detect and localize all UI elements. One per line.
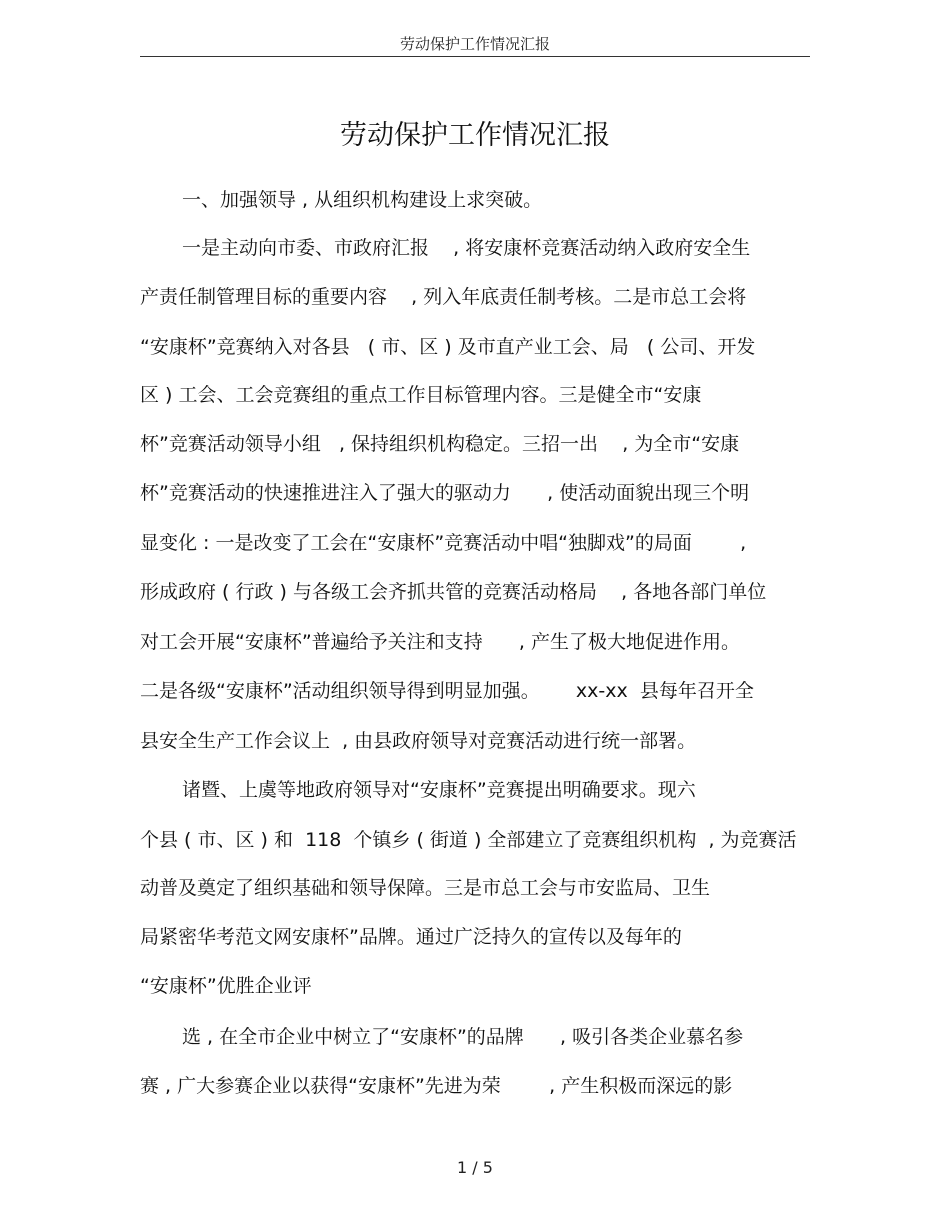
body-line: 杯”竞赛活动领导小组 , 保持组织机构稳定。三招一出 , 为全市“安康 bbox=[140, 433, 740, 455]
body-line: “安康杯”优胜企业评 bbox=[140, 975, 312, 997]
body-line: 县安全生产工作会议上 , 由县政府领导对竞赛活动进行统一部署。 bbox=[140, 730, 697, 752]
body-line: 一、加强领导 , 从组织机构建设上求突破。 bbox=[182, 189, 543, 211]
body-line: 诸暨、上虞等地政府领导对“安康杯”竞赛提出明确要求。现六 bbox=[182, 779, 696, 801]
body-line: 赛 , 广大参赛企业以获得“安康杯”先进为荣 , 产生积极而深远的影 bbox=[140, 1075, 733, 1097]
header-divider bbox=[140, 56, 810, 57]
page-number: 1 / 5 bbox=[457, 1158, 493, 1177]
document-title: 劳动保护工作情况汇报 bbox=[340, 120, 610, 151]
body-line: 个县 ( 市、区 ) 和 118 个镇乡 ( 街道 ) 全部建立了竞赛组织机构 , 为竞赛活 bbox=[140, 829, 797, 851]
body-line: 区 ) 工会、工会竞赛组的重点工作目标管理内容。三是健全市“安康 bbox=[140, 384, 702, 406]
body-line: 产责任制管理目标的重要内容 , 列入年底责任制考核。二是市总工会将 bbox=[140, 286, 747, 308]
body-line: 选 , 在全市企业中树立了“安康杯”的品牌 , 吸引各类企业慕名参 bbox=[182, 1026, 744, 1048]
body-line: 动普及奠定了组织基础和领导保障。三是市总工会与市安监局、卫生 bbox=[140, 877, 711, 899]
body-line: 局紧密华考范文网安康杯”品牌。通过广泛持久的宣传以及每年的 bbox=[140, 926, 682, 948]
running-header: 劳动保护工作情况汇报 bbox=[399, 35, 550, 53]
body-line: 杯”竞赛活动的快速推进注入了强大的驱动力 , 使活动面貌出现三个明 bbox=[140, 482, 750, 504]
body-line: “安康杯”竞赛纳入对各县 ( 市、区 ) 及市直产业工会、局 ( 公司、开发 bbox=[140, 336, 756, 358]
body-line: 一是主动向市委、市政府汇报 , 将安康杯竞赛活动纳入政府安全生 bbox=[182, 237, 751, 259]
body-line: 形成政府 ( 行政 ) 与各级工会齐抓共管的竞赛活动格局 , 各地各部门单位 bbox=[140, 581, 767, 603]
body-line: 显变化 : 一是改变了工会在“安康杯”竞赛活动中唱“独脚戏”的局面 , bbox=[140, 532, 747, 554]
body-line: 二是各级“安康杯”活动组织领导得到明显加强。 xx-xx 县每年召开全 bbox=[140, 680, 754, 702]
body-line: 对工会开展“安康杯”普遍给予关注和支持 , 产生了极大地促进作用。 bbox=[140, 631, 741, 653]
